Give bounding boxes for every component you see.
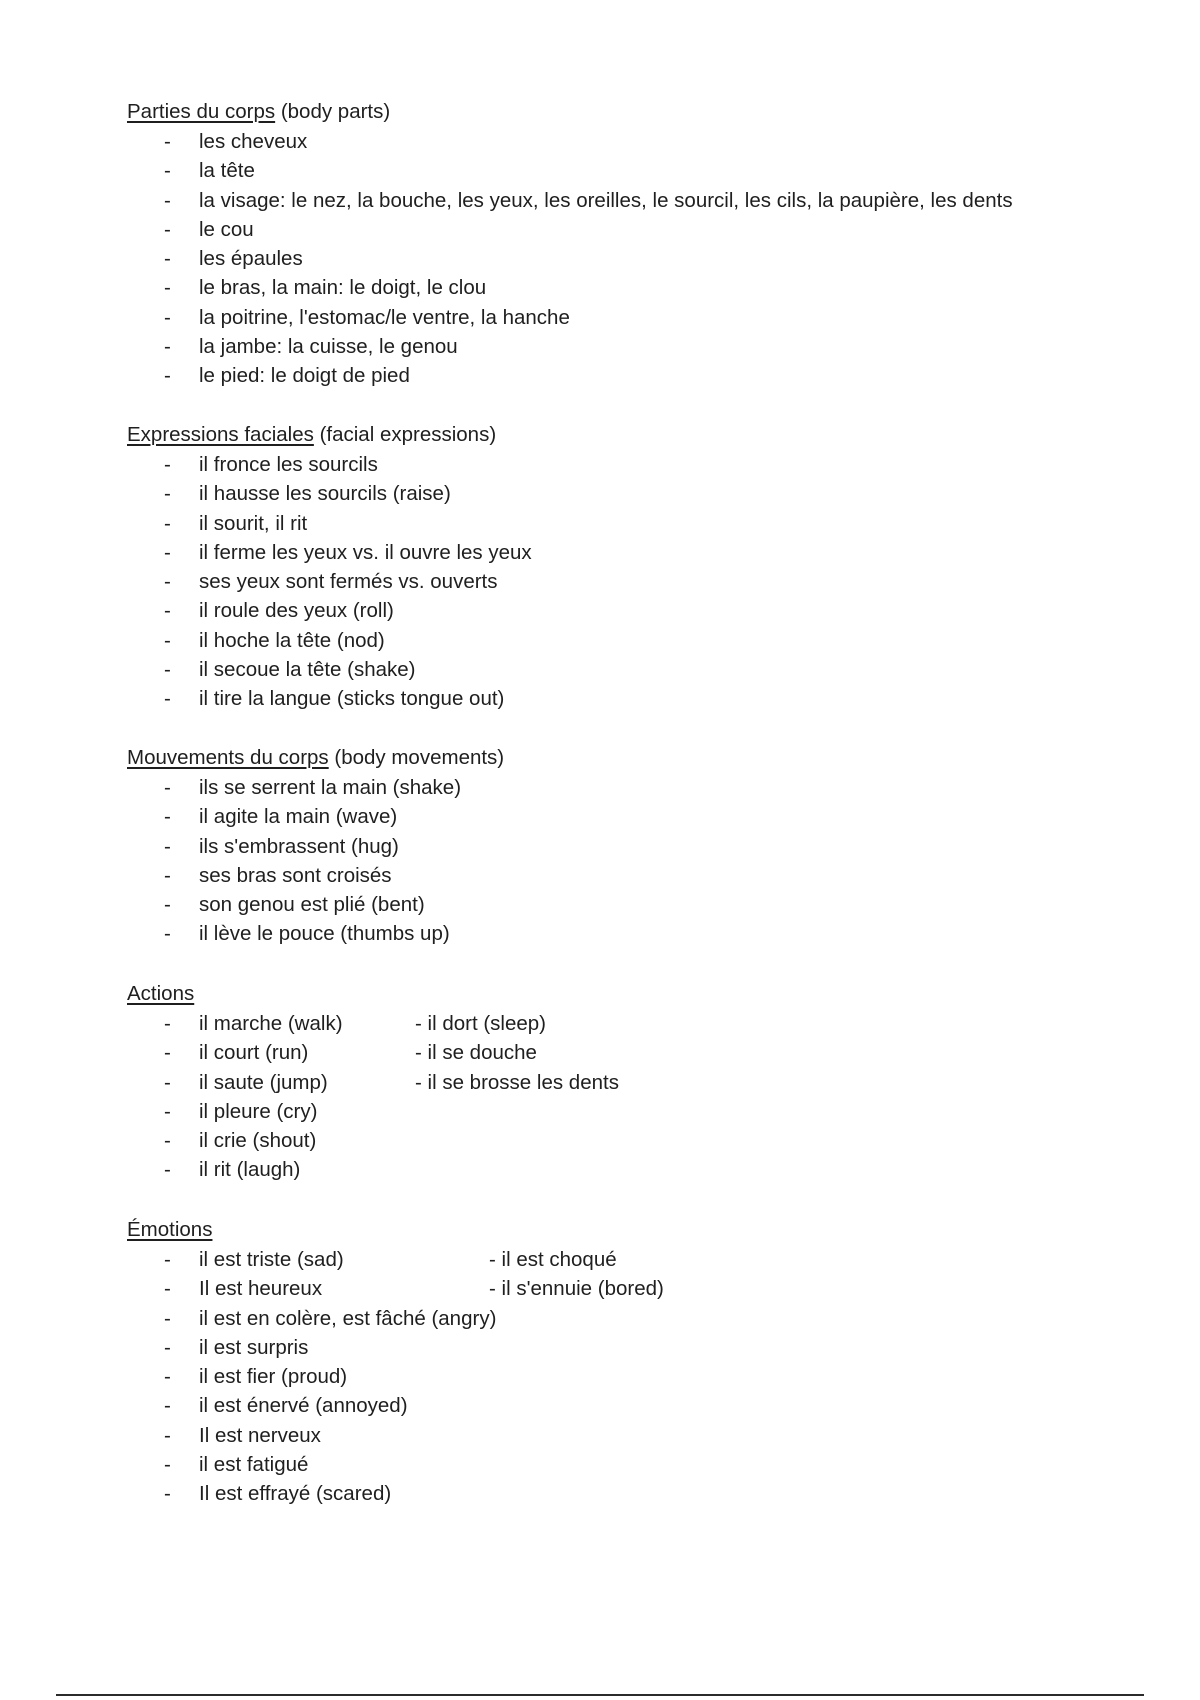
list-item bbox=[127, 890, 1127, 919]
bullet-dash: - bbox=[164, 805, 171, 829]
item-text: le pied: le doigt de pied bbox=[199, 364, 410, 388]
item-text: il agite la main (wave) bbox=[199, 805, 398, 829]
list-item bbox=[127, 186, 1127, 215]
vocab-list bbox=[127, 1245, 1127, 1509]
item-text: il est surpris bbox=[199, 1335, 309, 1359]
list-item bbox=[127, 273, 1127, 302]
bullet-dash: - bbox=[164, 276, 171, 300]
list-item bbox=[127, 802, 1127, 831]
bullet-dash: - bbox=[164, 1158, 171, 1182]
bullet-dash: - bbox=[164, 188, 171, 212]
item-text: il roule des yeux (roll) bbox=[199, 599, 394, 623]
bullet-dash: - bbox=[164, 1070, 171, 1094]
heading-title: Expressions faciales bbox=[127, 423, 314, 446]
item-text: la poitrine, l'estomac/le ventre, la hanche bbox=[199, 305, 570, 329]
item-text: il secoue la tête (shake) bbox=[199, 658, 416, 682]
item-text: il tire la langue (sticks tongue out) bbox=[199, 687, 505, 711]
bullet-dash: - bbox=[164, 599, 171, 623]
bullet-dash: - bbox=[164, 1394, 171, 1418]
list-item bbox=[127, 1068, 1127, 1097]
bullet-dash: - bbox=[164, 511, 171, 535]
bullet-dash: - bbox=[164, 1129, 171, 1153]
heading-title: Parties du corps bbox=[127, 100, 276, 123]
item-text-column2: - il se brosse les dents bbox=[415, 1070, 619, 1094]
item-text: le bras, la main: le doigt, le clou bbox=[199, 276, 487, 300]
list-item bbox=[127, 1245, 1127, 1274]
item-text: il marche (walk) bbox=[199, 1012, 343, 1035]
list-item bbox=[127, 596, 1127, 625]
list-item bbox=[127, 1450, 1127, 1479]
item-text: il est en colère, est fâché (angry) bbox=[199, 1306, 497, 1330]
item-text: le cou bbox=[199, 217, 254, 241]
vocab-list bbox=[127, 127, 1127, 391]
bullet-dash: - bbox=[164, 628, 171, 652]
bullet-dash: - bbox=[164, 247, 171, 271]
section-emotions bbox=[127, 1215, 1127, 1509]
bullet-dash: - bbox=[164, 364, 171, 388]
bullet-dash: - bbox=[164, 922, 171, 946]
list-item bbox=[127, 1362, 1127, 1391]
bullet-dash: - bbox=[164, 217, 171, 241]
item-text: il hoche la tête (nod) bbox=[199, 628, 385, 652]
list-item bbox=[127, 1155, 1127, 1184]
list-item bbox=[127, 1333, 1127, 1362]
list-item bbox=[127, 684, 1127, 713]
page-bottom-rule bbox=[56, 1694, 1144, 1696]
item-text: il crie (shout) bbox=[199, 1129, 317, 1153]
heading-title: Actions bbox=[127, 982, 195, 1005]
list-item bbox=[127, 509, 1127, 538]
list-item bbox=[127, 303, 1127, 332]
item-text-column2: - il est choqué bbox=[489, 1248, 617, 1271]
bullet-dash: - bbox=[164, 1041, 171, 1065]
list-item bbox=[127, 244, 1127, 273]
list-item bbox=[127, 361, 1127, 390]
item-text: il est fatigué bbox=[199, 1453, 309, 1477]
bullet-dash: - bbox=[164, 1482, 171, 1506]
item-text: ses bras sont croisés bbox=[199, 863, 392, 887]
item-text: la tête bbox=[199, 159, 255, 183]
item-text: il pleure (cry) bbox=[199, 1099, 318, 1123]
list-item bbox=[127, 1038, 1127, 1067]
list-item bbox=[127, 1479, 1127, 1508]
bullet-dash: - bbox=[164, 893, 171, 917]
bullet-dash: - bbox=[164, 687, 171, 711]
item-text: Il est effrayé (scared) bbox=[199, 1482, 392, 1506]
bullet-dash: - bbox=[164, 1306, 171, 1330]
heading-subtitle: (body parts) bbox=[275, 100, 391, 123]
item-text: son genou est plié (bent) bbox=[199, 893, 425, 917]
bullet-dash: - bbox=[164, 1012, 171, 1035]
item-text-column2: - il dort (sleep) bbox=[415, 1012, 547, 1035]
list-item bbox=[127, 773, 1127, 802]
bullet-dash: - bbox=[164, 570, 171, 594]
vocab-list bbox=[127, 773, 1127, 949]
item-text: il est triste (sad) bbox=[199, 1248, 344, 1271]
section-heading bbox=[127, 1215, 1127, 1245]
item-text: ils se serrent la main (shake) bbox=[199, 776, 462, 799]
bullet-dash: - bbox=[164, 1277, 171, 1301]
item-text: les épaules bbox=[199, 247, 303, 271]
bullet-dash: - bbox=[164, 335, 171, 359]
list-item bbox=[127, 655, 1127, 684]
list-item bbox=[127, 832, 1127, 861]
bullet-dash: - bbox=[164, 482, 171, 506]
bullet-dash: - bbox=[164, 1099, 171, 1123]
heading-title: Mouvements du corps bbox=[127, 746, 329, 769]
section-heading bbox=[127, 420, 1127, 450]
list-item bbox=[127, 1097, 1127, 1126]
item-text: Il est heureux bbox=[199, 1277, 323, 1301]
bullet-dash: - bbox=[164, 776, 171, 799]
vocab-list bbox=[127, 450, 1127, 714]
item-text: il ferme les yeux vs. il ouvre les yeux bbox=[199, 540, 532, 564]
item-text: les cheveux bbox=[199, 130, 308, 153]
list-item bbox=[127, 1421, 1127, 1450]
bullet-dash: - bbox=[164, 863, 171, 887]
bullet-dash: - bbox=[164, 1248, 171, 1271]
item-text: ils s'embrassent (hug) bbox=[199, 834, 399, 858]
bullet-dash: - bbox=[164, 1423, 171, 1447]
list-item bbox=[127, 861, 1127, 890]
vocab-list bbox=[127, 1009, 1127, 1185]
bullet-dash: - bbox=[164, 453, 171, 476]
item-text: il rit (laugh) bbox=[199, 1158, 301, 1182]
heading-title: Émotions bbox=[127, 1218, 213, 1241]
section-heading bbox=[127, 743, 1127, 773]
list-item bbox=[127, 332, 1127, 361]
list-item bbox=[127, 127, 1127, 156]
heading-subtitle: (facial expressions) bbox=[313, 423, 497, 446]
list-item bbox=[127, 1274, 1127, 1303]
bullet-dash: - bbox=[164, 540, 171, 564]
item-text: il saute (jump) bbox=[199, 1070, 328, 1094]
bullet-dash: - bbox=[164, 1453, 171, 1477]
section-body-parts bbox=[127, 97, 1127, 391]
bullet-dash: - bbox=[164, 834, 171, 858]
list-item bbox=[127, 567, 1127, 596]
item-text: ses yeux sont fermés vs. ouverts bbox=[199, 570, 498, 594]
item-text: il fronce les sourcils bbox=[199, 453, 378, 476]
bullet-dash: - bbox=[164, 159, 171, 183]
list-item bbox=[127, 538, 1127, 567]
section-body-movements bbox=[127, 743, 1127, 949]
item-text: il est fier (proud) bbox=[199, 1365, 348, 1389]
section-actions bbox=[127, 979, 1127, 1185]
item-text: il hausse les sourcils (raise) bbox=[199, 482, 451, 506]
list-item bbox=[127, 1009, 1127, 1038]
item-text: il lève le pouce (thumbs up) bbox=[199, 922, 450, 946]
section-heading bbox=[127, 97, 1127, 127]
item-text: Il est nerveux bbox=[199, 1423, 321, 1447]
list-item bbox=[127, 1304, 1127, 1333]
list-item bbox=[127, 215, 1127, 244]
item-text: il sourit, il rit bbox=[199, 511, 308, 535]
bullet-dash: - bbox=[164, 130, 171, 153]
item-text-column2: - il se douche bbox=[415, 1041, 537, 1065]
heading-subtitle: (body movements) bbox=[328, 746, 505, 769]
list-item bbox=[127, 1391, 1127, 1420]
item-text: il court (run) bbox=[199, 1041, 309, 1065]
bullet-dash: - bbox=[164, 305, 171, 329]
item-text: la visage: le nez, la bouche, les yeux, les oreilles, le sourcil, les cils, la paupière, les dents bbox=[199, 188, 1013, 212]
list-item bbox=[127, 156, 1127, 185]
list-item bbox=[127, 626, 1127, 655]
list-item bbox=[127, 919, 1127, 948]
item-text: il est énervé (annoyed) bbox=[199, 1394, 408, 1418]
list-item bbox=[127, 450, 1127, 479]
bullet-dash: - bbox=[164, 658, 171, 682]
bullet-dash: - bbox=[164, 1335, 171, 1359]
section-facial-expressions bbox=[127, 420, 1127, 714]
item-text-column2: - il s'ennuie (bored) bbox=[489, 1277, 664, 1301]
item-text: la jambe: la cuisse, le genou bbox=[199, 335, 458, 359]
section-heading bbox=[127, 979, 1127, 1009]
list-item bbox=[127, 479, 1127, 508]
list-item bbox=[127, 1126, 1127, 1155]
bullet-dash: - bbox=[164, 1365, 171, 1389]
